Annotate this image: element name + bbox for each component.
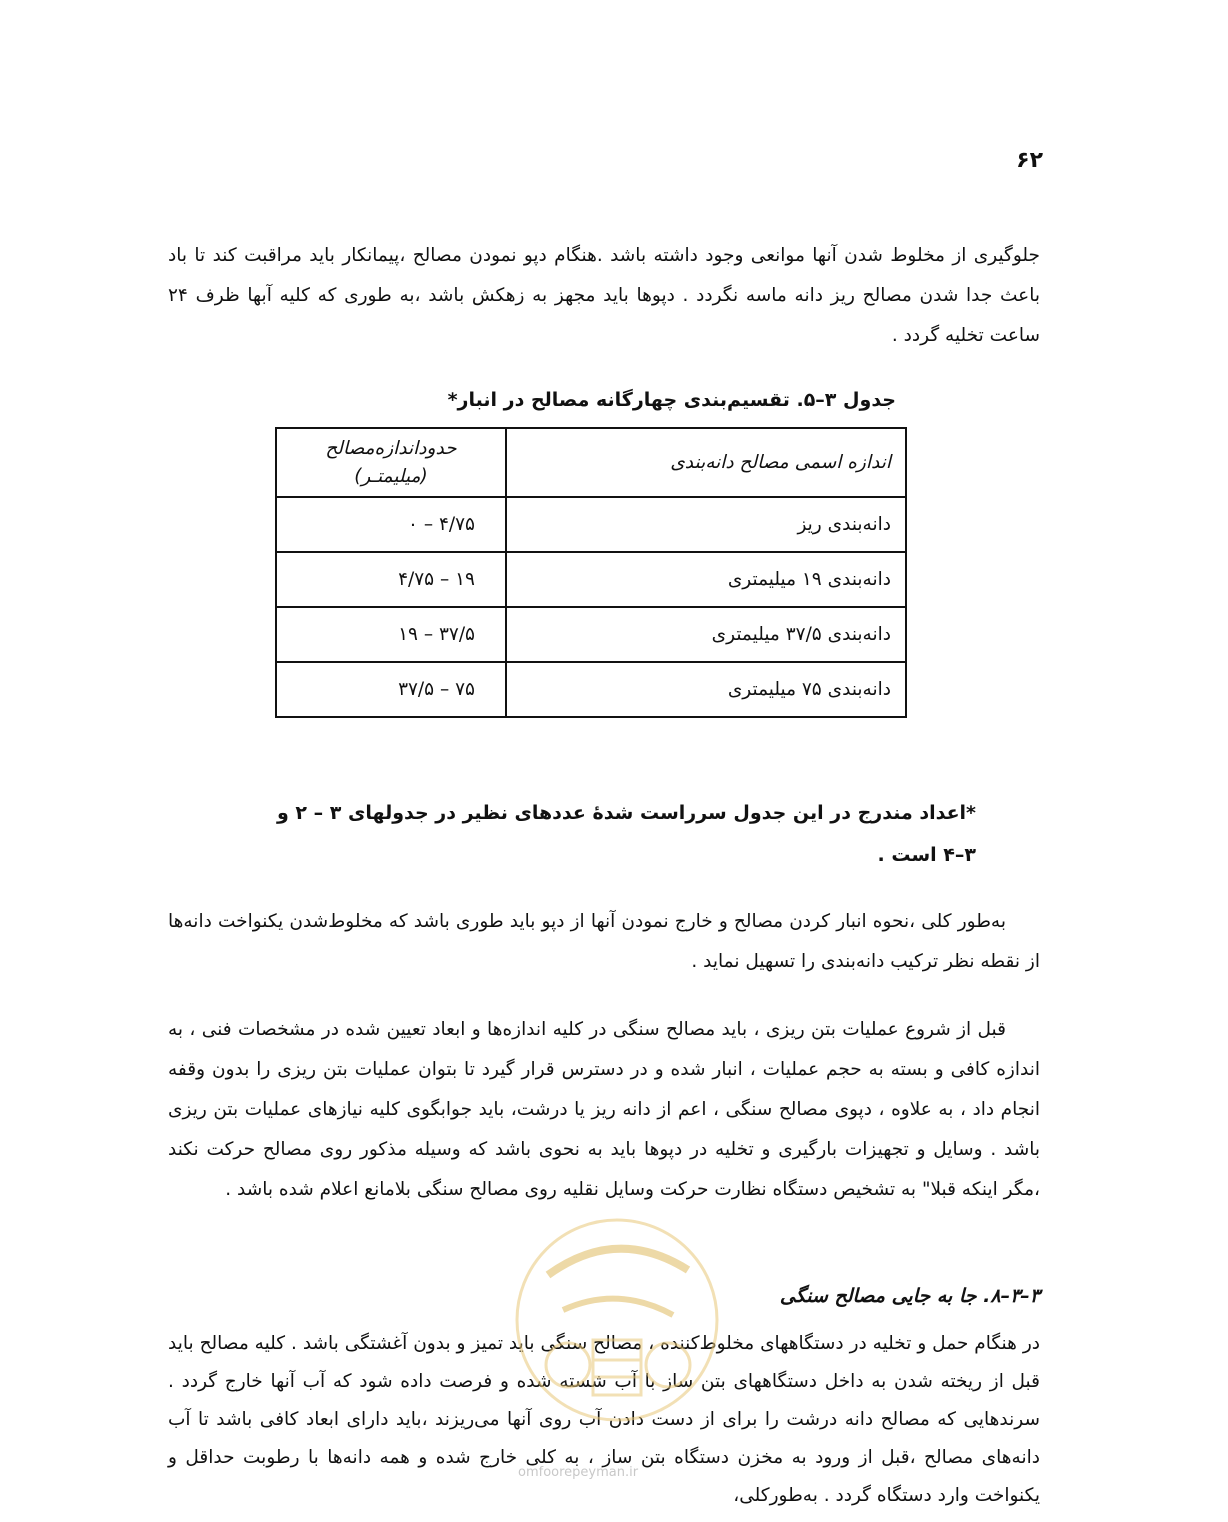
row-grading-name: دانه‌بندی ریز [506, 497, 906, 552]
row-size-range: ۴/۷۵ – ۰ [276, 497, 506, 552]
row-grading-name: دانه‌بندی ۷۵ میلیمتری [506, 662, 906, 717]
table-row [276, 497, 906, 552]
section-heading: ۳–۳–۸. جا به جایی مصالح سنگی [779, 1285, 1040, 1307]
watermark-script-2 [563, 1299, 673, 1315]
table-row [276, 552, 906, 607]
header-size-range-line2: (میلیمتـر) [354, 465, 428, 487]
watermark-script [548, 1249, 688, 1275]
paragraph-storage-method: به‌طور کلی ،نحوه انبار کردن مصالح و خارج نمودن آنها از دپو باید طوری باشد که مخلوط‌شدن یکنواخت دانه‌ها از نقطه نظر ترکیب دانه‌بندی را تسهیل نماید . [168, 911, 1040, 972]
table-row [276, 607, 906, 662]
paragraph-aggregate-handling: در هنگام حمل و تخلیه در دستگاههای مخلوط‌کننده ، مصالح سنگی باید تمیز و بدون آغشتگی باشد . کلیه مصالح باید قبل از ریخته شدن به داخل دستگاههای بتن ساز با آب شسته شده و فرصت داده شود که آب آنها خارج گردد . سرندهایی که مصالح دانه درشت را برای از دست دادن آب روی آنها می‌ریزند ،باید دارای ابعاد کافی باشد تا آب دانه‌های مصالح ،قبل از ورود به مخزن دستگاه بتن ساز ، به کلی خارج شده و همه دانه‌ها با رطوبت حداقل و یکنواخت وارد دستگاه گردد . به‌طورکلی، [168, 1333, 1040, 1506]
watermark-url: omfoorepeyman.ir [518, 1465, 639, 1480]
paragraph-before-concreting: قبل از شروع عملیات بتن ریزی ، باید مصالح سنگی در کلیه اندازه‌ها و ابعاد تعیین شده در مشخصات فنی ، به اندازه کافی و بسته به حجم عملیات ، انبار شده و در دسترس قرار گیرد تا بتوان عملیات بتن ریزی را بدون وقفه انجام داد ، به علاوه ، دپوی مصالح سنگی ، اعم از دانه ریز یا درشت، باید جوابگوی کلیه نیازهای عملیات بتن ریزی باشد . وسایل و تجهیزات بارگیری و تخلیه در دپوها باید به نحوی باشد که وسیله مذکور روی مصالح حرکت نکند ،مگر اینکه قبلا" به تشخیص دستگاه نظارت حرکت وسایل نقلیه روی مصالح سنگی بلامانع اعلام شده باشد . [168, 1019, 1040, 1200]
row-size-range: ۱۹ – ۴/۷۵ [276, 552, 506, 607]
row-grading-name: دانه‌بندی ۳۷/۵ میلیمتری [506, 607, 906, 662]
row-grading-name: دانه‌بندی ۱۹ میلیمتری [506, 552, 906, 607]
grading-table [275, 427, 907, 718]
watermark-gear-left [546, 1343, 590, 1387]
table-row [276, 662, 906, 717]
header-nominal-size: اندازه اسمی مصالح دانه‌بندی [506, 428, 906, 497]
table-caption: جدول ۳–۵. تقسیم‌بندی چهارگانه مصالح در انبار* [447, 389, 896, 411]
table-header-row [276, 428, 906, 497]
table-footnote: *اعداد مندرج در این جدول سرراست شده‌ٔ عددهای نظیر در جدولهای ۳ – ۲ و ۳–۴ است . [276, 802, 976, 866]
watermark-logo [508, 1215, 726, 1475]
watermark-gear-right [646, 1343, 690, 1387]
paragraph-dpo-mixing: جلوگیری از مخلوط شدن آنها موانعی وجود داشته باشد .هنگام دپو نمودن مصالح ،پیمانکار باید مراقبت کند تا باد باعث جدا شدن مصالح ریز دانه ماسه نگردد . دپوها باید مجهز به زهکش باشد ،به طوری که کلیه آبها ظرف ۲۴ ساعت تخلیه گردد . [168, 245, 1040, 346]
header-size-range-line1: حدوداندازه‌مصالح [325, 437, 457, 459]
header-size-range [276, 428, 506, 497]
watermark-building [593, 1340, 641, 1395]
row-size-range: ۷۵ – ۳۷/۵ [276, 662, 506, 717]
row-size-range: ۳۷/۵ – ۱۹ [276, 607, 506, 662]
page-number: ۶۲ [1016, 148, 1043, 173]
